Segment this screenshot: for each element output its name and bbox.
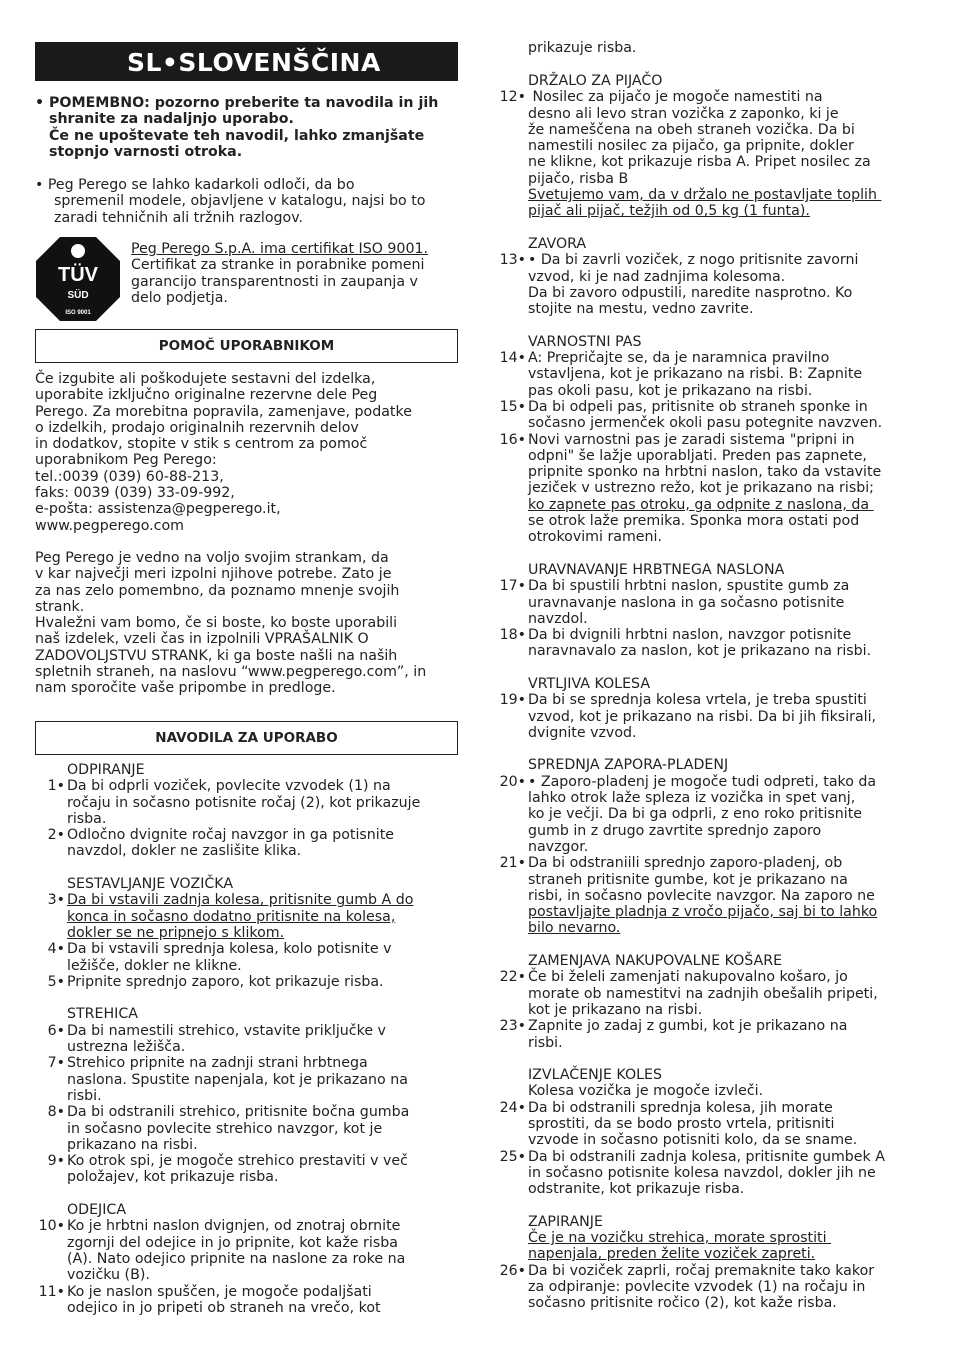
item-number: 4• — [47, 941, 65, 958]
instruction-item — [35, 941, 465, 974]
instruction-item — [35, 974, 465, 990]
instruction-item — [494, 350, 924, 399]
feedback-line: naš izdelek, vzeli čas in izpolnili VPRAŠALNIK O — [35, 631, 369, 648]
item-text: sočasno pritisnite ročico (2), kot kaže risba. — [528, 1295, 837, 1312]
instruction-item — [35, 1023, 465, 1056]
item-text: risbi. — [67, 1087, 102, 1104]
cert-line: Peg Perego S.p.A. ima certifikat ISO 9001. — [131, 241, 429, 257]
instruction-item — [35, 1284, 465, 1317]
item-text: že nameščena na obeh straneh vozička. Da bi — [528, 121, 855, 138]
item-text: gumb in z drugo zavrtite sprednjo zaporo — [528, 822, 822, 839]
item-text: Da bi odstranili strehico, pritisnite bočna gumba — [67, 1104, 410, 1121]
section-heading: SPREDNJA ZAPORA-PLADENJ — [528, 757, 729, 774]
help-line: Če izgubite ali poškodujete sestavni del izdelka, — [35, 371, 376, 387]
item-text: sočasno jermenček okoli pasu potegnite navzven. — [528, 415, 883, 432]
instruction-section — [494, 953, 924, 1051]
section-intro: Če je na vozičku strehica, morate sprostiti — [528, 1230, 832, 1247]
item-text: vstavljena, kot je prikazano na risbi. B: Zapnite — [528, 366, 863, 383]
item-text: Da bi odprli voziček, povlecite vzvodek (1) na — [67, 778, 391, 795]
instruction-section — [494, 1067, 924, 1197]
item-text: Da bi voziček zaprli, ročaj premaknite tako kakor — [528, 1262, 875, 1279]
item-text: • Zaporo-pladenj je mogoče tudi odpreti, tako da — [528, 773, 877, 790]
help-line: www.pegperego.com — [35, 517, 184, 534]
instruction-item — [494, 399, 924, 432]
item-text: uravnavanje naslona in ga sočasno potisnite — [528, 594, 845, 611]
item-number: 12• — [499, 89, 526, 106]
instruction-section — [494, 757, 924, 936]
instruction-item — [494, 1018, 924, 1051]
item-text: jeziček v ustrezno režo, kot je prikazano na risbi; — [528, 480, 874, 497]
item-text: pijač ali pijač, težjih od 0,5 kg (1 funta). — [528, 203, 810, 220]
item-number: 25• — [499, 1148, 526, 1165]
item-number: 2• — [47, 827, 65, 844]
item-text: Da bi odpeli pas, pritisnite ob straneh sponke in — [528, 398, 868, 415]
section-intro: Kolesa vozička je mogoče izvleči. — [528, 1083, 764, 1100]
help-line: Perego. Za morebitna popravila, zamenjave, podatke — [35, 403, 412, 420]
item-text: Da bi vstavili sprednja kolesa, kolo potisnite v — [67, 941, 392, 958]
feedback-line: spletnih straneh, na naslovu “www.pegperego.com”, in — [35, 664, 427, 681]
item-number: 3• — [47, 892, 65, 909]
feedback-line: za nas zelo pomembno, da poznamo mnenje svojih — [35, 582, 400, 599]
item-text: položajev, kot prikazuje risba. — [67, 1169, 279, 1186]
section-heading: URAVNAVANJE HRBTNEGA NASLONA — [528, 561, 785, 578]
item-text: ležišče, dokler ne klikne. — [67, 957, 242, 974]
instruction-item — [494, 855, 924, 936]
item-text: Da bi namestili strehico, vstavite priključke v — [67, 1022, 386, 1039]
item-text: Da bi spustili hrbtni naslon, spustite gumb za — [528, 578, 850, 595]
instruction-item — [494, 578, 924, 627]
intro-line: • Peg Perego se lahko kadarkoli odloči, da bo — [35, 177, 355, 193]
item-text: Da bi odstraniili sprednjo zaporo-pladenj, ob — [528, 855, 843, 872]
item-text: morate ob namestitvi na zadnjih obešalih pripeti, — [528, 985, 878, 1002]
item-text: Da bi odstranili zadnja kolesa, pritisnite gumbek A — [528, 1148, 885, 1165]
important-line: stopnjo varnosti otroka. — [49, 143, 243, 160]
section-heading: ZAMENJAVA NAKUPOVALNE KOŠARE — [528, 953, 783, 970]
item-text: ročaju in sočasno potisnite ročaj (2), kot prikazuje — [67, 794, 421, 811]
help-line: o izdelkih, prodajo originalnih rezervnih delov — [35, 419, 359, 436]
instruction-section — [494, 676, 924, 741]
instruction-section — [35, 1006, 465, 1185]
help-text — [35, 371, 465, 534]
instructions-right-column — [494, 73, 924, 1312]
item-text: odejico in jo pripeti ob straneh na vrečo, kot — [67, 1299, 381, 1316]
item-number: 18• — [499, 627, 526, 644]
instruction-item — [35, 1218, 465, 1283]
instruction-item — [35, 1104, 465, 1153]
instructions-section-title: NAVODILA ZA UPORABO — [35, 721, 458, 755]
help-line: e-pošta: assistenza@pegperego.it, — [35, 501, 281, 518]
section-heading: ZAPIRANJE — [528, 1213, 603, 1230]
item-text: pripnite sponko na hrbtni naslon, tako da vstavite — [528, 464, 882, 481]
item-number: 16• — [499, 431, 526, 448]
item-text: vzvod, kot je prikazano na risbi. Da bi jih fiksirali, — [528, 708, 877, 725]
item-number: 5• — [47, 973, 65, 990]
item-text: naslona. Spustite napenjala, kot je prikazano na — [67, 1071, 408, 1088]
certification-text — [131, 241, 461, 306]
item-text: A: Prepričajte se, da je naramnica pravilno — [528, 350, 830, 367]
language-banner — [35, 42, 458, 81]
feedback-line: strank. — [35, 598, 85, 615]
item-number: 6• — [47, 1022, 65, 1039]
item-number: 20• — [499, 773, 526, 790]
important-notice — [35, 95, 459, 160]
instruction-section — [494, 334, 924, 546]
item-text: ko zapnete pas otroku, ga odpnite z naslona, da — [528, 496, 874, 513]
cert-line: delo podjetja. — [131, 289, 228, 306]
feedback-line: ZADOVOLJSTVU STRANK, ki ga boste našli na naših — [35, 647, 398, 664]
instruction-section — [35, 1202, 465, 1316]
instruction-item — [35, 827, 465, 860]
tuv-sud-logo — [35, 236, 121, 322]
instruction-item — [35, 892, 465, 941]
section-heading: ODPIRANJE — [67, 762, 145, 778]
item-text: prikazano na risbi. — [67, 1136, 198, 1153]
item-number: 23• — [499, 1018, 526, 1035]
item-text: risba. — [67, 810, 107, 827]
instruction-section — [494, 1214, 924, 1312]
help-line: uporabite izključno originalne rezervne dele Peg — [35, 387, 378, 404]
item-number: 17• — [499, 578, 526, 595]
item-number: 24• — [499, 1099, 526, 1116]
item-text: Da bi dvignili hrbtni naslon, navzgor potisnite — [528, 627, 852, 644]
section-heading: DRŽALO ZA PIJAČO — [528, 73, 663, 89]
item-text: konca in sočasno dodatno pritisnite na kolesa, — [67, 908, 396, 925]
item-text: dvignite vzvod. — [528, 724, 637, 741]
item-text: Da bi zavoro odpustili, naredite nasprotno. Ko — [528, 284, 853, 301]
item-number: 11• — [38, 1283, 65, 1300]
help-line: uporabnikom Peg Perego: — [35, 452, 217, 469]
item-text: desno ali levo stran vozička z zaponko, ki je — [528, 105, 839, 122]
instruction-item — [494, 692, 924, 741]
instruction-item — [494, 89, 924, 219]
instruction-item — [35, 778, 465, 827]
important-line: Če ne upoštevate teh navodil, lahko zmanjšate — [49, 127, 425, 144]
help-line: in dodatkov, stopite v stik s centrom za pomoč — [35, 436, 368, 453]
item-text: straneh pritisnite gumbe, kot je prikazano na — [528, 871, 848, 888]
item-text: stojite na mestu, vedno zavrite. — [528, 301, 754, 318]
instruction-item — [494, 252, 924, 317]
item-text: Da bi vstavili zadnja kolesa, pritisnite gumb A do — [67, 892, 414, 909]
item-text: Novi varnostni pas je zaradi sistema "pripni in — [528, 431, 855, 448]
instruction-item — [494, 969, 924, 1018]
item-number: 10• — [38, 1218, 65, 1235]
intro-note — [35, 177, 459, 226]
section-heading: SESTAVLJANJE VOZIČKA — [67, 876, 234, 893]
item-text: Strehico pripnite na zadnji strani hrbtnega — [67, 1055, 368, 1072]
item-text: Odločno dvignite ročaj navzgor in ga potisnite — [67, 827, 395, 844]
item-number: 9• — [47, 1153, 65, 1170]
instruction-item — [494, 1149, 924, 1198]
item-text: Svetujemo vam, da v držalo ne postavljate toplih — [528, 187, 882, 204]
item-text: dokler se ne pripnejo s klikom. — [67, 924, 285, 941]
item-text: Nosilec za pijačo je mogoče namestiti na — [528, 89, 823, 106]
item-text: za odpiranje: povlecite vzvodek (1) na ročaju in — [528, 1278, 866, 1295]
important-line: shranite za nadaljnjo uporabo. — [49, 111, 294, 128]
cert-line: Certifikat za stranke in porabnike pomeni — [131, 257, 425, 274]
item-number: 14• — [499, 350, 526, 367]
item-text: naravnavalo za naslon, kot je prikazano na risbi. — [528, 643, 872, 660]
section-intro: napenjala, preden želite voziček zapreti. — [528, 1246, 816, 1263]
intro-line: zaradi tehničnih ali tržnih razlogov. — [54, 209, 304, 226]
continued-line: prikazuje risba. — [528, 40, 637, 56]
item-text: ko je večji. Da bi ga odprli, z eno roko pritisnite — [528, 806, 863, 823]
instruction-section — [494, 73, 924, 220]
instruction-item — [35, 1055, 465, 1104]
item-text: Ko otrok spi, je mogoče strehico prestaviti v več — [67, 1153, 408, 1170]
item-text: odpni" še lažje uporabljati. Preden pas zapnete, — [528, 447, 867, 464]
item-text: postavljajte pladnja z vročo pijačo, saj bi to lahko — [528, 904, 878, 921]
section-heading: ODEJICA — [67, 1202, 127, 1219]
item-text: in sočasno potisnite kolesa navzdol, dokler jih ne — [528, 1164, 876, 1181]
section-heading: STREHICA — [67, 1006, 138, 1023]
item-text: namestili nosilec za pijačo, ga pripnite, dokler — [528, 138, 854, 155]
item-number: 1• — [47, 778, 65, 795]
section-heading: VARNOSTNI PAS — [528, 333, 642, 350]
instruction-section — [494, 562, 924, 660]
item-text: otrokovimi rameni. — [528, 529, 662, 546]
item-number: 19• — [499, 692, 526, 709]
item-text: Zapnite jo zadaj z gumbi, kot je prikazano na — [528, 1018, 848, 1035]
intro-line: spremenil modele, objavljene v katalogu, najsi bo to — [54, 193, 426, 210]
item-number: 26• — [499, 1262, 526, 1279]
item-text: Da bi odstranili sprednja kolesa, jih morate — [528, 1099, 833, 1116]
instruction-item — [494, 627, 924, 660]
item-text: kot je prikazano na risbi. — [528, 1001, 703, 1018]
instructions-left-column — [35, 762, 465, 1316]
instruction-item — [35, 1153, 465, 1186]
item-text: • Da bi zavrli voziček, z nogo pritisnite zavorni — [528, 252, 859, 269]
item-text: pijačo, risba B — [528, 170, 629, 187]
important-line: • POMEMBNO: pozorno preberite ta navodila in jih — [35, 95, 439, 111]
instruction-section — [35, 762, 465, 860]
item-text: ustrezna ležišča. — [67, 1039, 186, 1056]
item-text: zgornji del odejice in jo pripnite, kot kaže risba — [67, 1234, 398, 1251]
item-text: Ko je hrbtni naslon dvignjen, od znotraj obrnite — [67, 1218, 401, 1235]
instruction-section — [35, 876, 465, 990]
item-text: Da bi se sprednja kolesa vrtela, je treba spustiti — [528, 692, 867, 709]
logo-text-tuv: TÜV — [58, 264, 98, 286]
help-section-title: POMOČ UPORABNIKOM — [35, 329, 458, 363]
item-number: 22• — [499, 969, 526, 986]
feedback-line: v kar največji meri izpolni njihove potrebe. Zato je — [35, 566, 392, 583]
item-text: vozičku (B). — [67, 1267, 150, 1284]
instruction-section — [494, 236, 924, 317]
item-text: ne klikne, kot prikazuje risba A. Pripet nosilec za — [528, 154, 871, 171]
item-text: se otrok laže premika. Sponka mora ostati pod — [528, 513, 860, 530]
item-text: navzdol, dokler ne zaslišite klika. — [67, 843, 302, 860]
item-text: sprostiti, da se bodo prosto vrtela, pritisniti — [528, 1116, 835, 1132]
instruction-item — [494, 1100, 924, 1149]
item-text: vzvod, ki je nad zadnjima kolesoma. — [528, 268, 786, 285]
item-number: 8• — [47, 1104, 65, 1121]
item-text: odstranite, kot prikazuje risba. — [528, 1181, 745, 1198]
item-text: Ko je naslon spuščen, je mogoče podaljšati — [67, 1283, 372, 1300]
feedback-line: Hvaležni vam bomo, če si boste, ko boste uporabili — [35, 615, 398, 632]
item-text: navzgor. — [528, 838, 589, 855]
instruction-item — [494, 774, 924, 855]
item-text: Če bi želeli zamenjati nakupovalno košaro, jo — [528, 969, 848, 986]
item-text: bilo nevarno. — [528, 920, 621, 937]
feedback-text — [35, 550, 465, 697]
item-text: Pripnite sprednjo zaporo, kot prikazuje risba. — [67, 973, 384, 990]
item-text: risbi. — [528, 1034, 563, 1051]
item-text: in sočasno povlecite strehico navzgor, kot je — [67, 1120, 383, 1137]
page-title: SL•SLOVENŠČINA — [127, 48, 381, 77]
item-text: pas okoli pasu, kot je prikazano na risbi. — [528, 382, 813, 399]
instruction-item — [494, 1263, 924, 1312]
item-text: vzvode in sočasno potisniti kolo, da se sname. — [528, 1132, 858, 1149]
item-number: 21• — [499, 855, 526, 872]
logo-text-iso: ISO 9001 — [65, 310, 91, 316]
item-text: lahko otrok laže spleza iz vozička in spet vanj, — [528, 790, 856, 807]
item-text: risbi, in sočasno povlecite navzgor. Na zaporo ne — [528, 887, 875, 904]
feedback-line: Peg Perego je vedno na voljo svojim strankam, da — [35, 550, 389, 566]
logo-text-sud: SÜD — [67, 290, 89, 301]
section-heading: ZAVORA — [528, 235, 587, 252]
section-heading: VRTLJIVA KOLESA — [528, 675, 651, 692]
cert-line: garancijo transparentnosti in zaupanja v — [131, 273, 418, 290]
item-text: navzdol. — [528, 610, 588, 627]
feedback-line: nam sporočite vaše pripombe in predloge. — [35, 680, 336, 697]
item-number: 15• — [499, 398, 526, 415]
item-number: 7• — [47, 1055, 65, 1072]
help-line: faks: 0039 (039) 33-09-992, — [35, 485, 235, 502]
help-line: tel.:0039 (039) 60-88-213, — [35, 468, 224, 485]
instruction-item — [494, 432, 924, 546]
item-number: 13• — [499, 252, 526, 269]
item-text: (A). Nato odejico pripnite na naslone za roke na — [67, 1250, 406, 1267]
section-heading: IZVLAČENJE KOLES — [528, 1067, 663, 1084]
